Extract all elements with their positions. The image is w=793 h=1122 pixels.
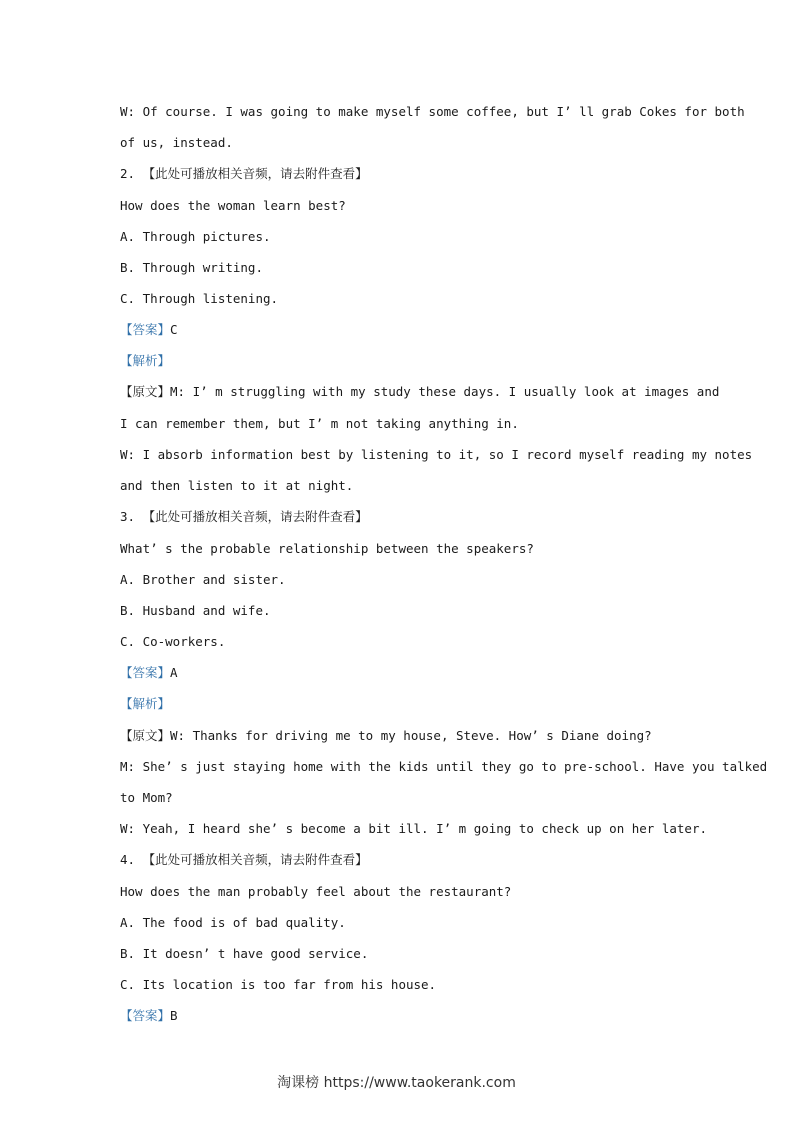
line-text: W: Yeah, I heard she’ s become a bit ill. I’ m going to check up on her later. bbox=[120, 821, 707, 836]
text-line bbox=[120, 977, 680, 993]
text-line bbox=[120, 665, 680, 681]
line-text: I can remember them, but I’ m not taking anything in. bbox=[120, 416, 519, 431]
section-label: 【解析】 bbox=[120, 696, 171, 711]
text-line bbox=[120, 696, 680, 712]
line-text: B. It doesn’ t have good service. bbox=[120, 946, 369, 961]
text-line bbox=[120, 291, 680, 307]
text-line bbox=[120, 229, 680, 245]
line-text: W: Of course. I was going to make myself some coffee, but I’ ll grab Cokes for both bbox=[120, 104, 745, 119]
text-line bbox=[120, 198, 680, 214]
text-line bbox=[120, 790, 680, 806]
source-text-label: 【原文】 bbox=[120, 728, 171, 743]
line-text: W: I absorb information best by listening to it, so I record myself reading my notes bbox=[120, 447, 753, 462]
text-line bbox=[120, 852, 680, 868]
text-line bbox=[120, 603, 680, 619]
line-text: C. Its location is too far from his house. bbox=[120, 977, 437, 992]
footer-watermark: 淘课榜 https://www.taokerank.com bbox=[277, 1075, 516, 1091]
line-text: B. Husband and wife. bbox=[120, 603, 271, 618]
text-line bbox=[120, 541, 680, 557]
line-text: M: She’ s just staying home with the kids until they go to pre-school. Have you talked bbox=[120, 759, 768, 774]
line-text: and then listen to it at night. bbox=[120, 478, 354, 493]
line-text: C bbox=[170, 322, 178, 337]
line-text: A. Brother and sister. bbox=[120, 572, 286, 587]
line-text: M: I’ m struggling with my study these days. I usually look at images and bbox=[170, 384, 720, 399]
text-line bbox=[120, 884, 680, 900]
line-text: W: Thanks for driving me to my house, Steve. How’ s Diane doing? bbox=[170, 728, 652, 743]
line-text: How does the man probably feel about the restaurant? bbox=[120, 884, 512, 899]
text-line bbox=[120, 447, 753, 463]
line-text: 3. 【此处可播放相关音频，请去附件查看】 bbox=[120, 509, 368, 524]
text-line bbox=[120, 322, 680, 338]
line-text: 4. 【此处可播放相关音频，请去附件查看】 bbox=[120, 852, 368, 867]
text-line bbox=[120, 572, 680, 588]
text-line bbox=[120, 104, 745, 120]
line-text: How does the woman learn best? bbox=[120, 198, 346, 213]
line-text: A. Through pictures. bbox=[120, 229, 271, 244]
line-text: to Mom? bbox=[120, 790, 173, 805]
section-label: 【答案】 bbox=[120, 322, 171, 337]
source-text-label: 【原文】 bbox=[120, 384, 171, 399]
line-text: of us, instead. bbox=[120, 135, 233, 150]
text-line bbox=[120, 821, 707, 837]
section-label: 【答案】 bbox=[120, 665, 171, 680]
text-line bbox=[120, 135, 680, 151]
text-line bbox=[120, 478, 680, 494]
line-text: A bbox=[170, 665, 178, 680]
text-line bbox=[120, 384, 720, 400]
section-label: 【解析】 bbox=[120, 353, 171, 368]
line-text: C. Through listening. bbox=[120, 291, 279, 306]
line-text: B bbox=[170, 1008, 178, 1023]
text-line bbox=[120, 946, 680, 962]
text-line bbox=[120, 1008, 680, 1024]
section-label: 【答案】 bbox=[120, 1008, 171, 1023]
text-line bbox=[120, 166, 680, 182]
text-line bbox=[120, 915, 680, 931]
text-line bbox=[120, 759, 768, 775]
text-line bbox=[120, 260, 680, 276]
text-line bbox=[120, 353, 680, 369]
line-text: 2. 【此处可播放相关音频，请去附件查看】 bbox=[120, 166, 368, 181]
line-text: A. The food is of bad quality. bbox=[120, 915, 346, 930]
text-line bbox=[120, 728, 680, 744]
line-text: What’ s the probable relationship between the speakers? bbox=[120, 541, 534, 556]
line-text: C. Co-workers. bbox=[120, 634, 226, 649]
text-line bbox=[120, 634, 680, 650]
text-line bbox=[120, 509, 680, 525]
text-line bbox=[120, 416, 680, 432]
line-text: B. Through writing. bbox=[120, 260, 263, 275]
